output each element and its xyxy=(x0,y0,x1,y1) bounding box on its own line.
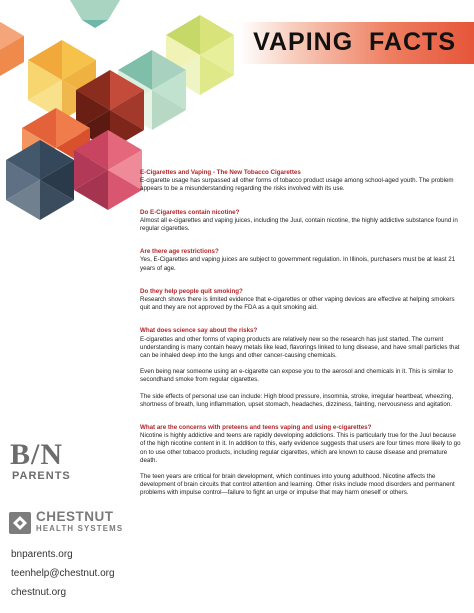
bn-parents-logo-subtitle: PARENTS xyxy=(12,470,71,482)
chestnut-logo-icon xyxy=(9,512,31,534)
website-bnparents-link[interactable]: bnparents.org xyxy=(11,549,73,560)
section-teen-concerns xyxy=(140,424,462,498)
hexagon-teal-top xyxy=(70,0,120,28)
section-heading: Do they help people quit smoking? xyxy=(140,287,243,295)
section-heading: Do E-Cigarettes contain nicotine? xyxy=(140,208,240,216)
title-banner xyxy=(240,22,474,64)
section-paragraph: Research shows there is limited evidence that e-cigarettes or other vaping devices are effective at helping smokers quit and they are not approved by the FDA as a quit smoking aid. xyxy=(140,296,455,312)
page-title: VAPING FACTS xyxy=(253,28,456,56)
chestnut-logo: CHESTNUT xyxy=(36,509,114,524)
article-body xyxy=(140,169,462,513)
section-quit-smoking xyxy=(140,288,462,313)
section-paragraph: Yes, E-Cigarettes and vaping juices are subject to government regulation. In Illinois, purchasers must be at least 21 years of age. xyxy=(140,256,456,272)
section-nicotine xyxy=(140,209,462,234)
section-science-risks xyxy=(140,327,462,409)
section-age-restrictions xyxy=(140,248,462,273)
section-paragraph: Almost all e-cigarettes and vaping juices, including the Juul, contain nicotine, the highly addictive substance found in regular cigarettes. xyxy=(140,216,458,233)
section-paragraph: The side effects of personal use can include: High blood pressure, insomnia, stroke, irregular heartbeat, wheezing, shortness of breath, lung inflammation, upset stomach, headaches, dizziness, fainting, nervousness and agitation. xyxy=(140,392,454,408)
section-paragraph: Even being near someone using an e-cigarette can expose you to the aerosol and chemicals in it. This is similar to secondhand smoke from regular cigarettes. xyxy=(140,368,453,384)
chestnut-logo-subtitle: HEALTH SYSTEMS xyxy=(36,524,124,533)
email-teenhelp-link[interactable]: teenhelp@chestnut.org xyxy=(11,568,115,579)
hexagon-orange-topleft xyxy=(0,22,24,76)
section-paragraph: Nicotine is highly addictive and teens are rapidly developing addictions. This is particularly true for the Juul because of the high nicotine content in it. In addition to this, early evidence suggests that users are four times more likely to go on to use other tobacco products, including regular cigarettes, which are known to cause disease and premature death. xyxy=(140,432,461,464)
section-heading: E-Cigarettes and Vaping - The New Tobacco Cigarettes xyxy=(140,169,301,176)
section-paragraph: The teen years are critical for brain development, which continues into young adulthood. Nicotine affects the development of brain circuits that control attention and learning. Other risks include mood disorders and permanent problems with impulse control—failure to fight an urge or impulse that may harm oneself or others. xyxy=(140,473,455,497)
section-paragraph: E-cigarette usage has surpassed all other forms of tobacco product usage among school-aged youth. The problem appears to be a misunderstanding regarding the risks involved with its use. xyxy=(140,177,454,193)
bn-parents-logo: B/N xyxy=(10,438,64,471)
section-ecig-intro xyxy=(140,169,462,194)
section-heading: What does science say about the risks? xyxy=(140,327,258,335)
section-heading: Are there age restrictions? xyxy=(140,248,219,256)
section-heading: What are the concerns with preteens and teens vaping and using e-cigarettes? xyxy=(140,424,372,432)
website-chestnut-link[interactable]: chestnut.org xyxy=(11,587,67,598)
section-paragraph: E-cigarettes and other forms of vaping products are relatively new so the research has just started. The current understanding is many contain heavy metals like lead, flavorings linked to lung disease, and have small particles that can be inhaled deep into the lungs and other cancer-causing chemicals. xyxy=(140,335,460,360)
